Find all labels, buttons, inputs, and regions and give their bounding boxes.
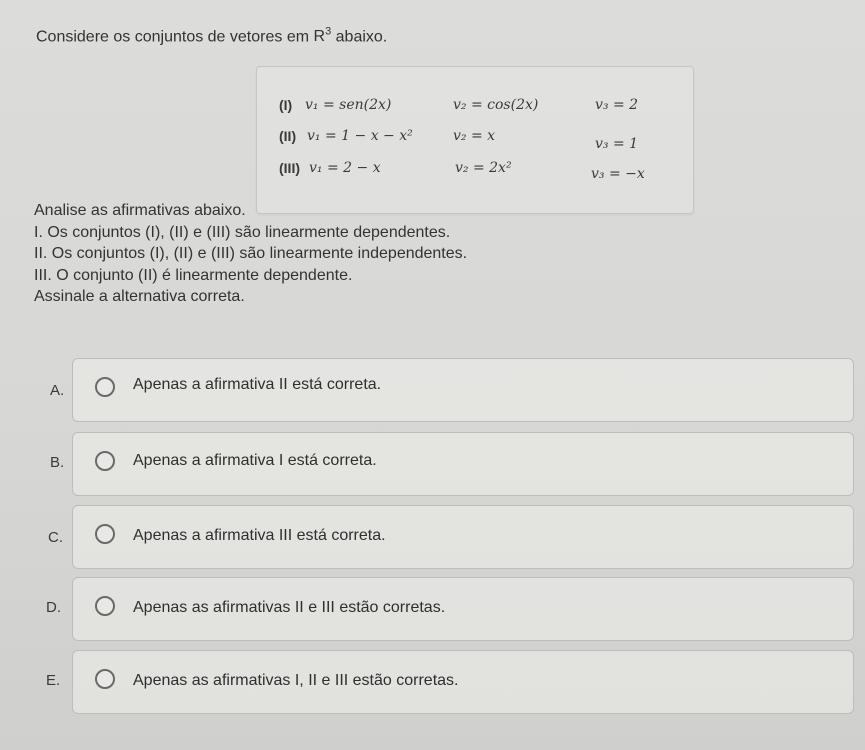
question-text <box>36 26 387 46</box>
set-v3: v₃ = −x <box>591 166 645 182</box>
option-d <box>0 577 865 633</box>
option-text: Apenas a afirmativa III está correta. <box>133 527 386 544</box>
set-label: (III) <box>279 160 300 176</box>
statement-item: II. Os conjuntos (I), (II) e (III) são linearmente independentes. <box>34 245 468 262</box>
option-card[interactable] <box>72 358 854 422</box>
set-v2: v₂ = x <box>453 128 496 144</box>
set-v2: v₂ = 2x² <box>455 160 512 176</box>
answer-prompt: Assinale a alternativa correta. <box>34 288 245 305</box>
set-v3: v₃ = 1 <box>595 136 639 152</box>
option-card[interactable] <box>72 650 854 714</box>
option-letter: A. <box>50 382 65 399</box>
radio-circle-icon[interactable] <box>95 451 115 471</box>
question-text-after: abaixo. <box>335 28 388 46</box>
radio-circle-icon[interactable] <box>95 596 115 616</box>
statements-intro: Analise as afirmativas abaixo. <box>34 202 246 219</box>
option-card[interactable] <box>72 577 854 641</box>
set-v2: v₂ = cos(2x) <box>453 97 539 113</box>
option-b <box>0 432 865 488</box>
vector-space-exponent: 3 <box>325 26 332 38</box>
vector-space-symbol <box>314 28 332 45</box>
set-label: (I) <box>279 97 293 113</box>
vector-space-letter: R <box>313 28 326 46</box>
option-c <box>0 505 865 561</box>
set-row-iii <box>257 160 693 186</box>
option-text: Apenas a afirmativa I está correta. <box>133 452 377 469</box>
question-text-before: Considere os conjuntos de vetores em <box>36 28 310 46</box>
option-letter: E. <box>46 672 61 689</box>
option-letter: B. <box>50 454 65 471</box>
set-v1: v₁ = 1 − x − x² <box>307 128 413 144</box>
vector-sets-box <box>256 66 694 214</box>
set-label: (II) <box>279 128 297 144</box>
option-e <box>0 650 865 706</box>
option-letter: D. <box>46 599 61 616</box>
statement-item: III. O conjunto (II) é linearmente dependente. <box>34 266 353 284</box>
statement-item: I. Os conjuntos (I), (II) e (III) são linearmente dependentes. <box>34 223 451 241</box>
set-v1: v₁ = 2 − x <box>309 160 381 176</box>
radio-circle-icon[interactable] <box>95 377 115 397</box>
set-v1: v₁ = sen(2x) <box>305 97 392 113</box>
set-row-ii <box>257 128 693 154</box>
option-text: Apenas as afirmativas I, II e III estão corretas. <box>133 672 459 689</box>
set-v3: v₃ = 2 <box>595 97 639 113</box>
statements-block <box>34 200 467 308</box>
set-row-i <box>257 97 693 123</box>
option-card[interactable] <box>72 505 854 569</box>
option-letter: C. <box>48 529 63 546</box>
option-card[interactable] <box>72 432 854 496</box>
option-text: Apenas a afirmativa II está correta. <box>133 376 382 393</box>
option-text: Apenas as afirmativas II e III estão corretas. <box>133 599 446 616</box>
option-a <box>0 358 865 414</box>
radio-circle-icon[interactable] <box>95 524 115 544</box>
radio-circle-icon[interactable] <box>95 669 115 689</box>
